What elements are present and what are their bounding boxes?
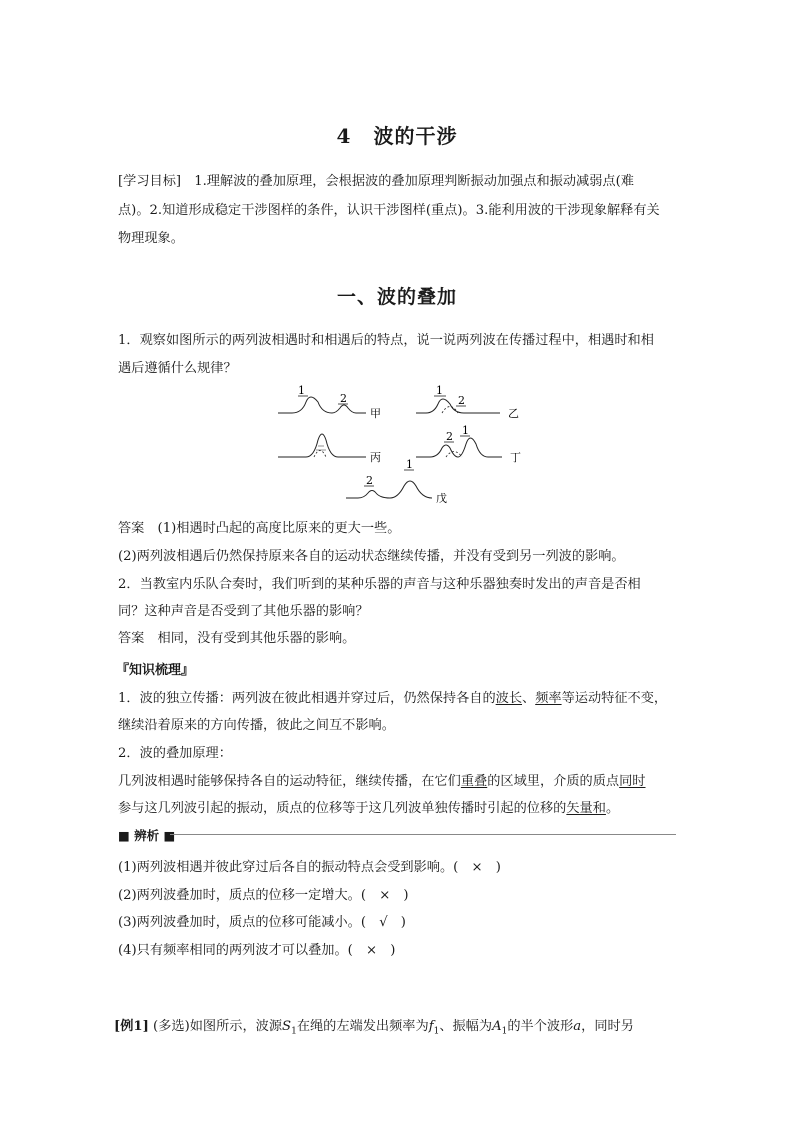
k2-underline-vector-sum: 矢量和 [566,801,606,816]
example-f: f [428,1019,434,1034]
example-text-5: ，同时另 [581,1019,634,1034]
k2-underline-overlap: 重叠 [460,774,488,789]
ding-label-2: 2 [446,430,453,443]
title-text: 波的干涉 [373,124,458,148]
objectives-line-2: 点)。2.知道形成稳定干涉图样的条件，认识干涉图样(重点)。3.能利用波的干涉现象解释有关 [118,203,660,218]
yi-label-2: 2 [458,394,465,407]
question-2-line-1: 2．当教室内乐队合奏时，我们听到的某种乐器的声音与这种乐器独奏时发出的声音是否相 [118,577,641,592]
k2-l3-suffix: 。 [605,801,620,816]
answer-2: 答案 相同，没有受到其他乐器的影响。 [118,631,356,646]
panel-yi [416,384,519,420]
panel-ding [416,424,521,464]
discern-label: ■ 辨析 ■ [118,828,176,843]
judgment-2: (2)两列波叠加时，质点的位移一定增大。( × ) [118,888,409,903]
k1-suffix: 等运动特征不变， [561,691,668,706]
k1-prefix: 1．波的独立传播：两列波在彼此相遇并穿过后，仍然保持各自的 [118,691,496,706]
example-1-line [114,1017,634,1042]
jia-name: 甲 [370,407,381,420]
section-title: 一、波的叠加 [336,286,457,308]
question-2-line-2: 同？这种声音是否受到了其他乐器的影响？ [118,604,369,619]
wu-name: 戊 [436,492,447,505]
example-wave: a [573,1019,582,1034]
judgment-3: (3)两列波叠加时，质点的位移可能减小。( √ ) [118,915,406,930]
example-f-sub: 1 [433,1026,440,1037]
question-1-line-1: 1．观察如图所示的两列波相遇时和相遇后的特点，说一说两列波在传播过程中，相遇时和相 [118,333,654,348]
jia-label-1: 1 [298,384,305,397]
k2-l2-prefix: 几列波相遇时能够保持各自的运动特征，继续传播，在它们 [118,774,461,789]
k1-underline-frequency: 频率 [535,691,562,706]
divider-rule [170,834,676,835]
knowledge-header: 『知识梳理』 [116,663,195,678]
panel-bing [278,434,381,464]
judgment-4: (4)只有频率相同的两列波才可以叠加。( × ) [118,943,396,958]
yi-name: 乙 [508,407,519,420]
objectives-line-3: 物理现象。 [118,231,184,246]
example-s-sub: 1 [291,1026,297,1037]
example-text-1: (多选)如图所示，波源 [153,1019,283,1034]
page-title [0,120,794,149]
k1-separator: 、 [522,691,536,706]
wu-label-1: 1 [406,458,413,471]
knowledge-2-line-3 [118,799,619,819]
example-s: S [282,1019,292,1034]
title-number: 4 [336,124,352,148]
ding-name: 丁 [510,451,521,464]
question-1-line-2: 遇后遵循什么规律？ [118,361,237,376]
example-a: A [492,1019,502,1034]
knowledge-1-line-2: 继续沿着原来的方向传播，彼此之间互不影响。 [118,718,395,733]
k1-underline-wavelength: 波长 [495,691,523,706]
ding-label-1: 1 [462,424,469,437]
jia-label-2: 2 [340,392,347,405]
k2-l2-mid: 的区域里，介质的质点 [487,774,620,789]
knowledge-1-line-1 [118,689,667,709]
panel-wu [346,458,447,505]
knowledge-2-line-2 [118,772,646,792]
example-text-4: 的半个波形 [507,1019,574,1034]
wu-label-2: 2 [366,474,373,487]
objectives-line-1: [学习目标] 1.理解波的叠加原理，会根据波的叠加原理判断振动加强点和振动减弱点(难 [118,174,634,189]
example-text-2: 在绳的左端发出频率为 [296,1019,429,1034]
answer-1-line-1: 答案 (1)相遇时凸起的高度比原来的更大一些。 [118,521,401,536]
yi-label-1: 1 [436,384,443,397]
answer-1-line-2: (2)两列波相遇后仍然保持原来各自的运动状态继续传播，并没有受到另一列波的影响。 [118,549,625,564]
knowledge-2-line-1: 2．波的叠加原理： [118,746,232,761]
discern-divider [118,826,676,842]
bing-name: 丙 [370,451,381,464]
panel-jia [278,384,381,420]
example-text-3: 、振幅为 [439,1019,493,1034]
wave-superposition-figure [270,380,530,510]
example-tag: [例1] [114,1019,149,1034]
example-a-sub: 1 [501,1026,508,1037]
k2-underline-simultaneous: 同时 [619,774,646,789]
k2-l3-prefix: 参与这几列波引起的振动，质点的位移等于这几列波单独传播时引起的位移的 [118,801,567,816]
judgment-1: (1)两列波相遇并彼此穿过后各自的振动特点会受到影响。( × ) [118,860,501,875]
